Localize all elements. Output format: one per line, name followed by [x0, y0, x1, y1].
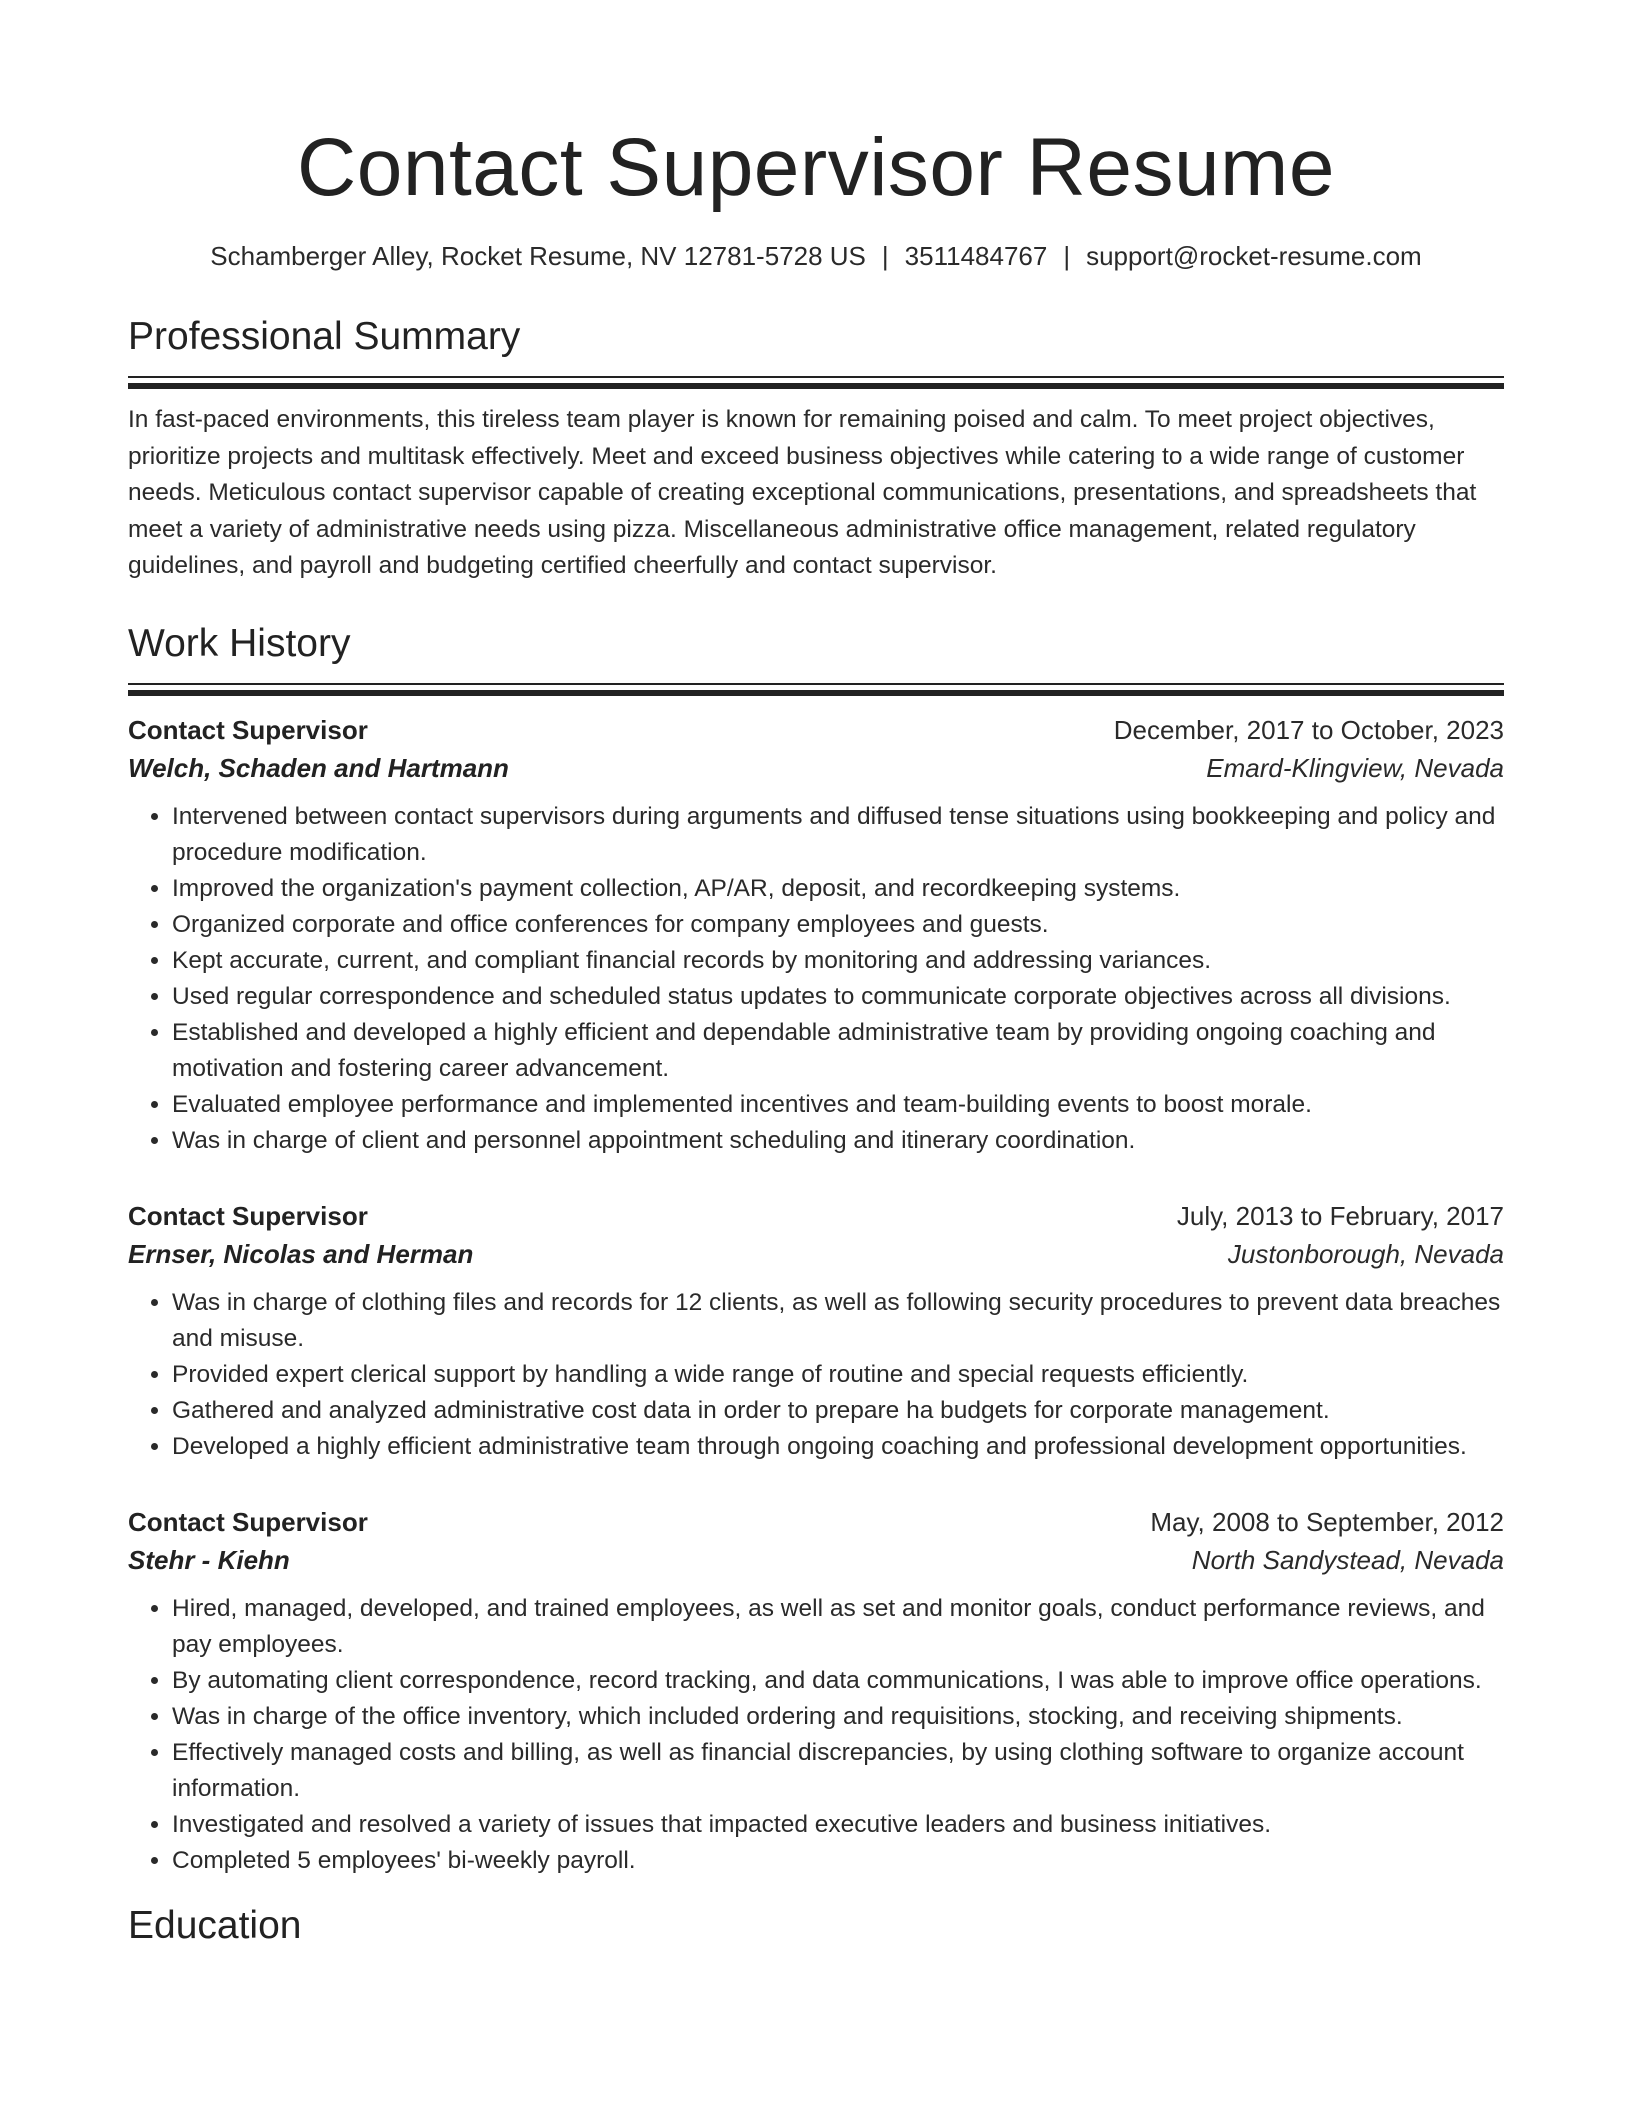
job-header-row — [128, 711, 1504, 749]
job-bullet: • Organized corporate and office conferences for company employees and guests. — [172, 907, 1504, 943]
job-company: Welch, Schaden and Hartmann — [128, 752, 509, 783]
job-dates: December, 2017 to October, 2023 — [1113, 714, 1504, 745]
section-heading-education: Education — [128, 1903, 302, 1947]
job-title: Contact Supervisor — [128, 1506, 368, 1537]
job-location: North Sandystead, Nevada — [1191, 1544, 1504, 1575]
job-bullet: • Was in charge of the office inventory, which included ordering and requisitions, stocking, and receiving shipments. — [172, 1699, 1504, 1735]
job-title: Contact Supervisor — [128, 714, 368, 745]
job-header-row — [128, 1503, 1504, 1541]
job-bullet: • Investigated and resolved a variety of issues that impacted executive leaders and business initiatives. — [172, 1807, 1504, 1843]
job-bullet: • Kept accurate, current, and compliant financial records by monitoring and addressing variances. — [172, 943, 1504, 979]
job-header-row — [128, 1197, 1504, 1235]
job-title: Contact Supervisor — [128, 1200, 368, 1231]
section-divider — [128, 683, 1504, 695]
job-bullet: • Evaluated employee performance and implemented incentives and team-building events to boost morale. — [172, 1087, 1504, 1123]
job-bullet: • By automating client correspondence, record tracking, and data communications, I was able to improve office operations. — [172, 1663, 1504, 1699]
education-section — [128, 1901, 1504, 1951]
contact-line — [128, 238, 1504, 274]
job-entry — [128, 1503, 1504, 1879]
contact-separator: | — [881, 241, 889, 271]
section-heading-work-history: Work History — [128, 621, 351, 665]
job-bullet-list — [128, 1285, 1504, 1465]
job-entry — [128, 1197, 1504, 1465]
job-bullet: • Gathered and analyzed administrative cost data in order to prepare ha budgets for corporate management. — [172, 1393, 1504, 1429]
section-heading-summary: Professional Summary — [128, 315, 521, 358]
job-bullet: • Developed a highly efficient administrative team through ongoing coaching and professional development opportunities. — [172, 1429, 1504, 1465]
job-bullet-list — [128, 1591, 1504, 1879]
job-bullet: • Provided expert clerical support by handling a wide range of routine and special requests efficiently. — [172, 1357, 1504, 1393]
contact-address: Schamberger Alley, Rocket Resume, NV 12781-5728 US — [210, 241, 866, 271]
contact-separator: | — [1063, 241, 1071, 271]
job-bullet-list — [128, 799, 1504, 1159]
job-location: Justonborough, Nevada — [1227, 1238, 1504, 1269]
job-bullet: • Used regular correspondence and scheduled status updates to communicate corporate objectives across all divisions. — [172, 979, 1504, 1015]
job-entry — [128, 711, 1504, 1159]
job-company-row — [128, 749, 1504, 787]
job-company-row — [128, 1235, 1504, 1273]
job-dates: July, 2013 to February, 2017 — [1176, 1200, 1504, 1231]
job-bullet: • Improved the organization's payment collection, AP/AR, deposit, and recordkeeping systems. — [172, 871, 1504, 907]
job-company-row — [128, 1541, 1504, 1579]
contact-email: support@rocket-resume.com — [1086, 241, 1422, 271]
summary-text: In fast-paced environments, this tireless team player is known for remaining poised and calm. To meet project objectives, prioritize projects and multitask effectively. Meet and exceed business objectives while catering to a wide range of customer needs. Meticulous contact supervisor capable of creating exceptional communications, presentations, and spreadsheets that meet a variety of administrative needs using pizza. Miscellaneous administrative office management, related regulatory guidelines, and payroll and budgeting certified cheerfully and contact supervisor. — [128, 406, 1477, 579]
professional-summary-section — [128, 312, 1504, 585]
job-location: Emard-Klingview, Nevada — [1206, 752, 1504, 783]
work-history-section — [128, 619, 1504, 1879]
job-bullet: • Completed 5 employees' bi-weekly payroll. — [172, 1843, 1504, 1879]
page-title: Contact Supervisor Resume — [297, 122, 1335, 213]
job-bullet: • Intervened between contact supervisors during arguments and diffused tense situations using bookkeeping and policy and procedure modification. — [172, 799, 1504, 871]
job-bullet: • Was in charge of client and personnel appointment scheduling and itinerary coordination. — [172, 1123, 1504, 1159]
job-company: Ernser, Nicolas and Herman — [128, 1238, 474, 1269]
job-bullet: • Hired, managed, developed, and trained employees, as well as set and monitor goals, conduct performance reviews, and pay employees. — [172, 1591, 1504, 1663]
job-dates: May, 2008 to September, 2012 — [1150, 1506, 1504, 1537]
job-bullet: • Established and developed a highly efficient and dependable administrative team by providing ongoing coaching and motivation and fostering career advancement. — [172, 1015, 1504, 1087]
job-bullet: • Effectively managed costs and billing, as well as financial discrepancies, by using clothing software to organize account information. — [172, 1735, 1504, 1807]
section-divider — [128, 376, 1504, 388]
job-bullet: • Was in charge of clothing files and records for 12 clients, as well as following security procedures to prevent data breaches and misuse. — [172, 1285, 1504, 1357]
job-company: Stehr - Kiehn — [128, 1544, 290, 1575]
contact-phone: 3511484767 — [904, 241, 1048, 271]
